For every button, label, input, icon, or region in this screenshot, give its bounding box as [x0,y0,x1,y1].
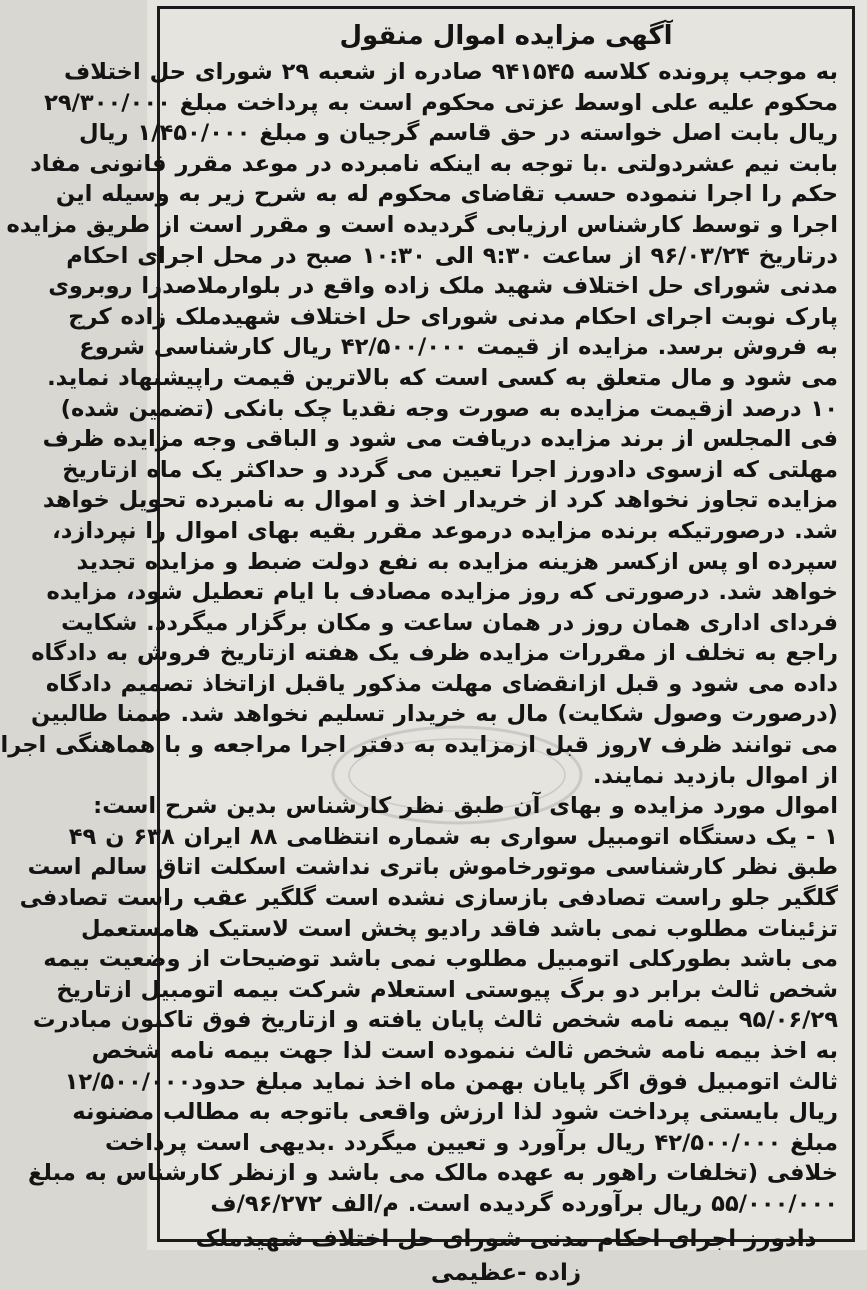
body-line: مدنی شورای حل اختلاف شهید ملک زاده واقع در بلوارملاصدرا روبروی [48,273,838,300]
body-line: فردای اداری همان روز در همان ساعت و مکان برگزار میگردد. شکایت [61,609,838,636]
body-line: داده می شود و قبل ازانقضای مهلت مذکور یاقبل ازاتخاذ تصمیم دادگاه [45,670,838,697]
body-line: درتاریخ ۹۶/۰۳/۲۴ از ساعت ۹:۳۰ الی ۱۰:۳۰ صبح در محل اجرای احکام [66,242,838,269]
body-line: شد. درصورتیکه برنده مزایده درموعد مقرر بقیه بهای اموال را نپردازد، [52,517,838,544]
body-line: می توانند ظرف ۷روز قبل ازمزایده به دفتر اجرا مراجعه و با هماهنگی اجرا [0,732,838,759]
body-line: بابت نیم عشردولتی .با توجه به اینکه نامبرده در موعد مقرر قانونی مفاد [30,150,838,177]
body-line: ۵۵/۰۰۰/۰۰۰ ریال برآورده گردیده است. م/الف ۹۶/۲۷۲/ف [210,1190,838,1217]
body-line: مهلتی که ازسوی دادورز اجرا تعیین می گردد و حداکثر یک ماه ازتاریخ [62,456,838,483]
body-line: گلگیر جلو راست تصادفی بازسازی نشده است گلگیر عقب راست تصادفی [19,885,838,912]
body-line: ۱۰ درصد ازقیمت مزایده به صورت وجه نقدیا چک بانکی (تضمین شده) [60,395,838,422]
body-line: ریال بابت اصل خواسته در حق قاسم گرجیان و مبلغ ۱/۴۵۰/۰۰۰ ریال [78,120,838,147]
notice-signature: دادورز اجرای احکام مدنی شورای حل اختلاف شهیدملک زاده -عظیمی [195,1225,817,1286]
body-line: مزایده تجاوز نخواهد کرد از خریدار اخذ و اموال به نامبرده تحویل خواهد [42,487,838,514]
body-line: سپرده او پس ازکسر هزینه مزایده به نفع دولت ضبط و مزایده تجدید [76,548,838,575]
body-line: (درصورت وصول شکایت) مال به خریدار تسلیم نخواهد شد. ضمنا طالبین [31,701,838,728]
body-line: به اخذ بیمه نامه شخص ثالث ننموده است لذا جهت بیمه نامه شخص [91,1038,838,1064]
notice-title: آگهی مزایده اموال منقول [339,21,673,51]
body-line: ریال بایستی پرداخت شود لذا ارزش واقعی باتوجه به مطالب مضنونه [72,1099,838,1126]
body-line: خلافی (تخلفات راهور به عهده مالک می باشد و ازنظر کارشناس به مبلغ [27,1160,838,1187]
body-line: تزئینات مطلوب نمی باشد فاقد رادیو پخش است لاستیک هامستعمل [80,915,838,942]
notice-border [0,6,855,1286]
body-line: از اموال بازدید نمایند. [592,762,838,789]
body-line: مبلغ ۴۲/۵۰۰/۰۰۰ ریال برآورد و تعیین میگردد .بدیهی است پرداخت [105,1129,838,1156]
body-line: اجرا و توسط کارشناس ارزیابی گردیده است و مقرر است از طریق مزایده [6,211,838,238]
body-line: پارک نوبت اجرای احکام مدنی شورای حل اختلاف شهیدملک زاده کرج [68,303,838,330]
body-line: خواهد شد. درصورتی که روز مزایده مصادف با ایام تعطیل شود، مزایده [46,579,838,606]
body-line: می شود و مال متعلق به کسی است که بالاترین قیمت راپیشنهاد نماید. [47,364,838,391]
body-line: راجع به تخلف از مقررات مزایده ظرف یک هفته ازتاریخ فروش به دادگاه [31,640,838,667]
body-line: فی المجلس از برند مزایده دریافت می شود و الباقی وجه مزایده ظرف [42,426,838,453]
body-line: می باشد بطورکلی اتومبیل مطلوب نمی باشد توضیحات از وضعیت بیمه [43,946,838,973]
body-line: محکوم علیه علی اوسط عزتی محکوم است به پرداخت مبلغ ۲۹/۳۰۰/۰۰۰ [44,89,838,116]
body-line: حکم را اجرا ننموده حسب تقاضای محکوم له به شرح زیر به وسیله این [55,181,838,208]
body-line: ۱ - یک دستگاه اتومبیل سواری به شماره انتظامی ۸۸ ایران ۶۳۸ ن ۴۹ [68,823,838,850]
body-line: به موجب پرونده کلاسه ۹۴۱۵۴۵ صادره از شعبه ۲۹ شورای حل اختلاف [64,59,838,85]
property-heading: اموال مورد مزایده و بهای آن طبق نظر کارشناس بدین شرح است: [93,793,838,820]
body-line: ثالث اتومبیل فوق اگر پایان بهمن ماه اخذ نماید مبلغ حدود۱۲/۵۰۰/۰۰۰ [64,1068,838,1095]
body-line: به فروش برسد. مزایده از قیمت ۴۲/۵۰۰/۰۰۰ ریال کارشناسی شروع [79,334,838,361]
body-line: شخص ثالث برابر دو برگ پیوستی استعلام شرکت بیمه اتومبیل ازتاریخ [56,976,838,1003]
body-line: طبق نظر کارشناسی موتورخاموش باتری نداشت اسکلت اتاق سالم است [27,854,838,881]
notice-body [0,57,838,1220]
body-line: ۹۵/۰۶/۲۹ بیمه نامه شخص ثالث پایان یافته و ازتاریخ فوق تاکنون مبادرت [32,1007,838,1034]
